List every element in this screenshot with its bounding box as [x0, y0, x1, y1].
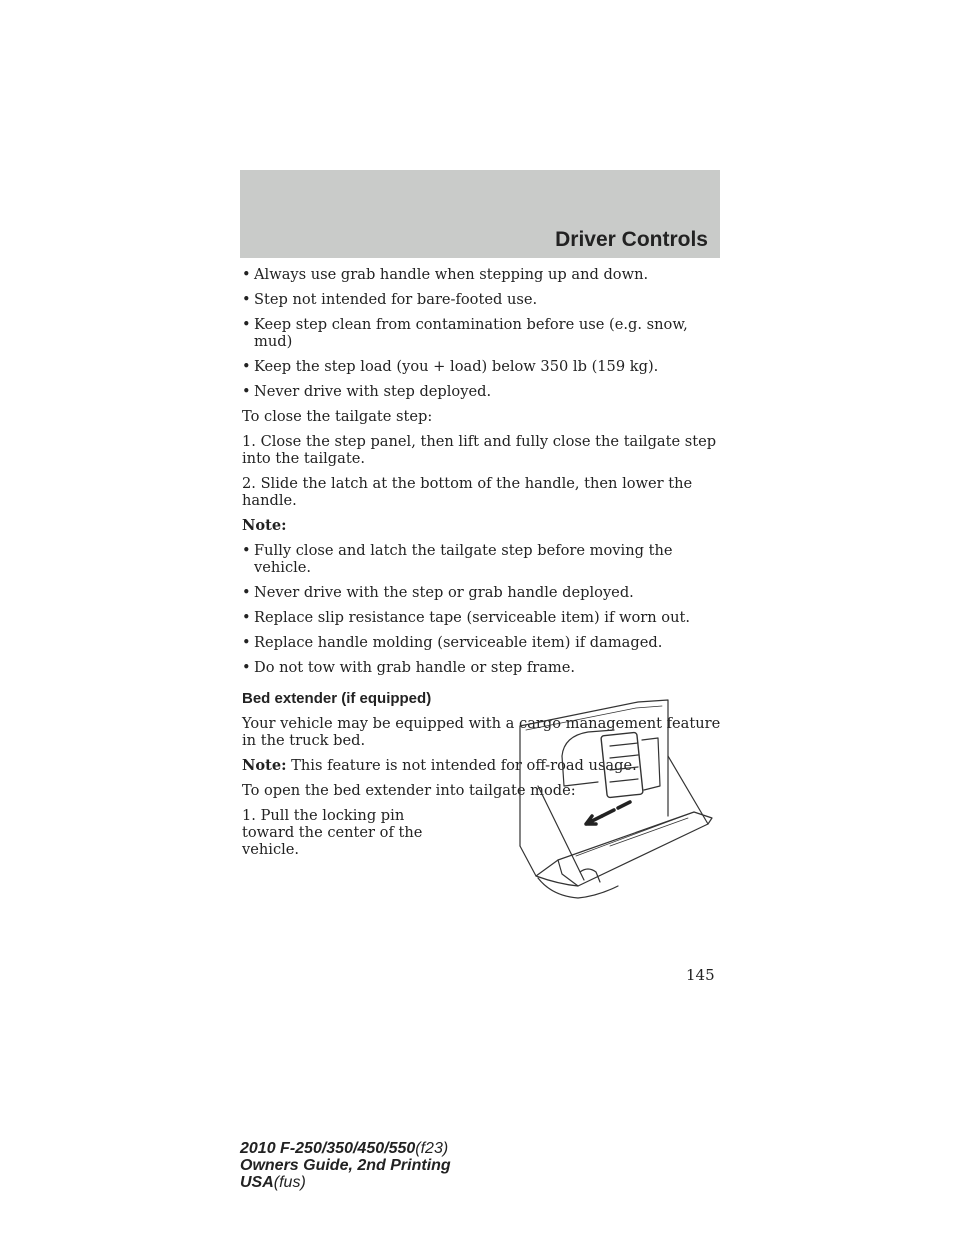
footer-line-3: USA(fus)	[240, 1174, 306, 1191]
list-item: • Always use grab handle when stepping up and down.	[242, 266, 649, 283]
bullet-icon: •	[242, 584, 251, 601]
list-item: • Replace slip resistance tape (serviceable item) if worn out.	[242, 609, 690, 626]
open-step-1: 1. Pull the locking pin toward the center of the vehicle.	[242, 807, 423, 858]
bed-extender-intro: Your vehicle may be equipped with a cargo management feature in the truck bed.	[242, 715, 721, 749]
note-label: Note:	[242, 757, 287, 774]
list-item: • Keep the step load (you + load) below 350 lb (159 kg).	[242, 358, 659, 375]
bullet-icon: •	[242, 634, 251, 651]
note-label: Note:	[242, 517, 287, 534]
section-title: Driver Controls	[555, 228, 708, 251]
bullet-icon: •	[242, 609, 251, 626]
bullet-icon: •	[242, 383, 251, 400]
open-intro: To open the bed extender into tailgate mode:	[242, 782, 576, 799]
close-step-1: 1. Close the step panel, then lift and fully close the tailgate step into the tailgate.	[242, 433, 717, 467]
print-footer	[240, 1140, 451, 1191]
list-item: • Do not tow with grab handle or step frame.	[242, 659, 576, 676]
close-step-2: 2. Slide the latch at the bottom of the handle, then lower the handle.	[242, 475, 693, 509]
footer-line-1: 2010 F-250/350/450/550(f23)	[240, 1140, 449, 1157]
list-item: • Never drive with the step or grab handle deployed.	[242, 584, 634, 601]
bullet-icon: •	[242, 659, 251, 676]
bullet-icon: •	[242, 316, 251, 333]
bullet-icon: •	[242, 358, 251, 375]
bullet-icon: •	[242, 266, 251, 283]
list-item: • Keep step clean from contamination before use (e.g. snow, mud)	[242, 316, 688, 350]
step-usage-list	[242, 266, 722, 400]
note-text: This feature is not intended for off-road usage.	[286, 757, 637, 774]
page-number: 145	[686, 966, 715, 984]
section-header-band	[240, 170, 720, 258]
bed-extender-heading: Bed extender (if equipped)	[242, 690, 432, 707]
bullet-icon: •	[242, 542, 251, 559]
footer-line-2: Owners Guide, 2nd Printing	[240, 1157, 451, 1174]
bed-extender-illustration	[518, 696, 714, 912]
list-item: • Replace handle molding (serviceable item) if damaged.	[242, 634, 663, 651]
close-intro: To close the tailgate step:	[242, 408, 433, 425]
bullet-icon: •	[242, 291, 251, 308]
list-item: • Fully close and latch the tailgate step before moving the vehicle.	[242, 542, 673, 576]
list-item: • Step not intended for bare-footed use.	[242, 291, 538, 308]
list-item: • Never drive with step deployed.	[242, 383, 492, 400]
note-list	[242, 542, 722, 676]
